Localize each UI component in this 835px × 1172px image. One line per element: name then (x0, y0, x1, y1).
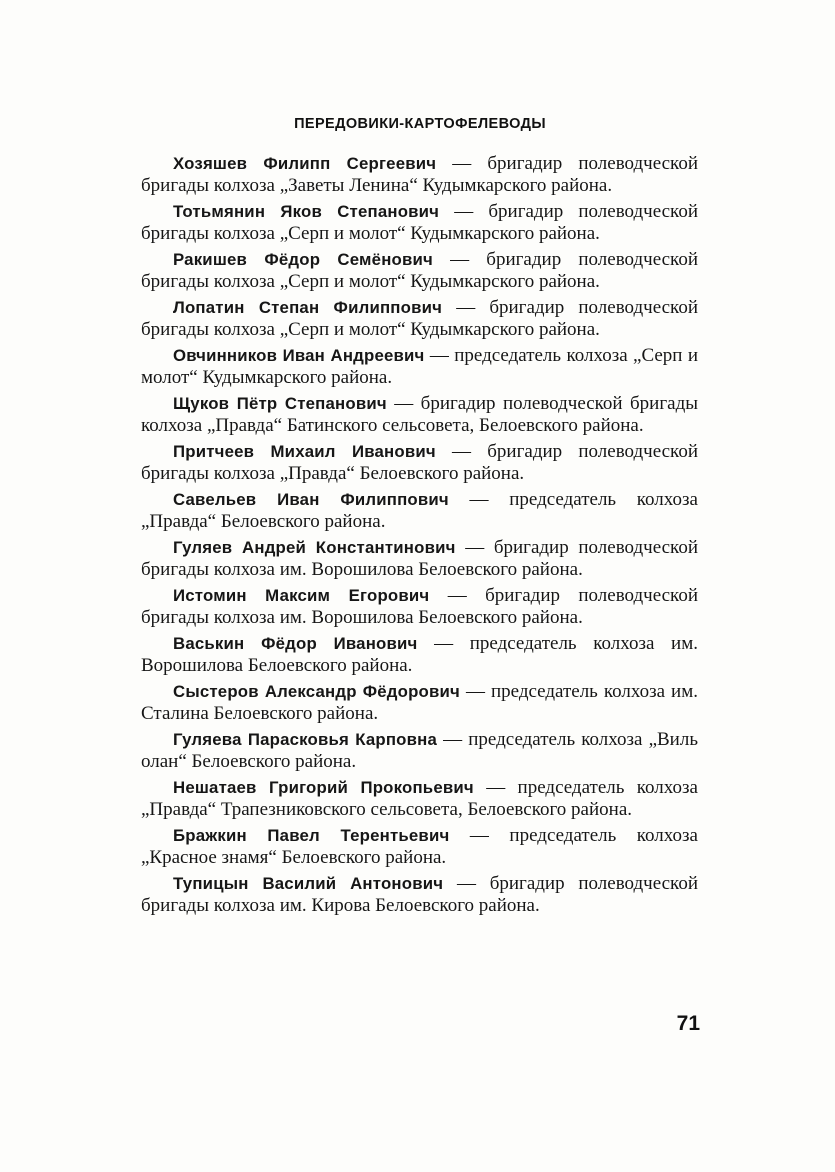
entry-description: — бригадир полеводческой бригады колхоза „Правда“ Батинского сельсовета, Белоевского района. (141, 393, 698, 436)
person-name: Истомин Максим Егорович (173, 586, 430, 605)
entry-description: — председатель колхоза им. Сталина Белоевского района. (141, 681, 698, 724)
list-item (141, 153, 698, 196)
list-item (141, 393, 698, 436)
person-name: Сыстеров Александр Фёдорович (173, 682, 460, 701)
person-name: Ракишев Фёдор Семёнович (173, 250, 433, 269)
person-name: Тупицын Василий Антонович (173, 874, 444, 893)
person-name: Гуляев Андрей Константинович (173, 538, 456, 557)
person-name: Лопатин Степан Филиппович (173, 298, 443, 317)
person-name: Васькин Фёдор Иванович (173, 634, 418, 653)
entry-description: — бригадир полеводческой бригады колхоза им. Кирова Белоевского района. (141, 873, 698, 916)
person-name: Савельев Иван Филиппович (173, 490, 449, 509)
person-name: Хозяшев Филипп Сергеевич (173, 154, 437, 173)
list-item (141, 345, 698, 388)
list-item (141, 489, 698, 532)
entry-description: — бригадир полеводческой бригады колхоза „Серп и молот“ Кудымкарского района. (141, 297, 698, 340)
person-name: Нешатаев Григорий Прокопьевич (173, 778, 474, 797)
entry-description: — председатель колхоза „Виль олан“ Белоевского района. (141, 729, 698, 772)
list-item (141, 441, 698, 484)
entries-list (141, 153, 698, 1003)
entry-description: — бригадир полеводческой бригады колхоза „Правда“ Белоевского района. (141, 441, 698, 484)
list-item (141, 537, 698, 580)
list-item (141, 633, 698, 676)
list-item (141, 249, 698, 292)
entry-description: — председатель колхоза „Красное знамя“ Белоевского района. (141, 825, 698, 868)
list-item (141, 825, 698, 868)
list-item (141, 681, 698, 724)
list-item (141, 201, 698, 244)
person-name: Тотьмянин Яков Степанович (173, 202, 440, 221)
list-item (141, 729, 698, 772)
person-name: Бражкин Павел Терентьевич (173, 826, 450, 845)
person-name: Гуляева Парасковья Карповна (173, 730, 438, 749)
entry-description: — председатель колхоза „Серп и молот“ Кудымкарского района. (141, 345, 698, 388)
person-name: Притчеев Михаил Иванович (173, 442, 436, 461)
entry-description: — бригадир полеводческой бригады колхоза им. Ворошилова Белоевского района. (141, 585, 698, 628)
entry-description: — бригадир полеводческой бригады колхоза „Серп и молот“ Кудымкарского района. (141, 201, 698, 244)
entry-description: — председатель колхоза им. Ворошилова Белоевского района. (141, 633, 698, 676)
list-item (141, 585, 698, 628)
entry-description: — бригадир полеводческой бригады колхоза „Заветы Ленина“ Кудымкарского района. (141, 153, 698, 196)
page-heading: ПЕРЕДОВИКИ-КАРТОФЕЛЕВОДЫ (294, 116, 546, 132)
entry-description: — председатель колхоза „Правда“ Белоевского района. (141, 489, 698, 532)
page-number: 71 (676, 1012, 700, 1035)
person-name: Овчинников Иван Андреевич (173, 346, 425, 365)
list-item (141, 873, 698, 916)
entry-description: — бригадир полеводческой бригады колхоза „Серп и молот“ Кудымкарского района. (141, 249, 698, 292)
entry-description: — председатель колхоза „Правда“ Трапезниковского сельсовета, Белоевского района. (141, 777, 698, 820)
list-item (141, 777, 698, 820)
person-name: Щуков Пётр Степанович (173, 394, 387, 413)
list-item (141, 297, 698, 340)
entry-description: — бригадир полеводческой бригады колхоза им. Ворошилова Белоевского района. (141, 537, 698, 580)
